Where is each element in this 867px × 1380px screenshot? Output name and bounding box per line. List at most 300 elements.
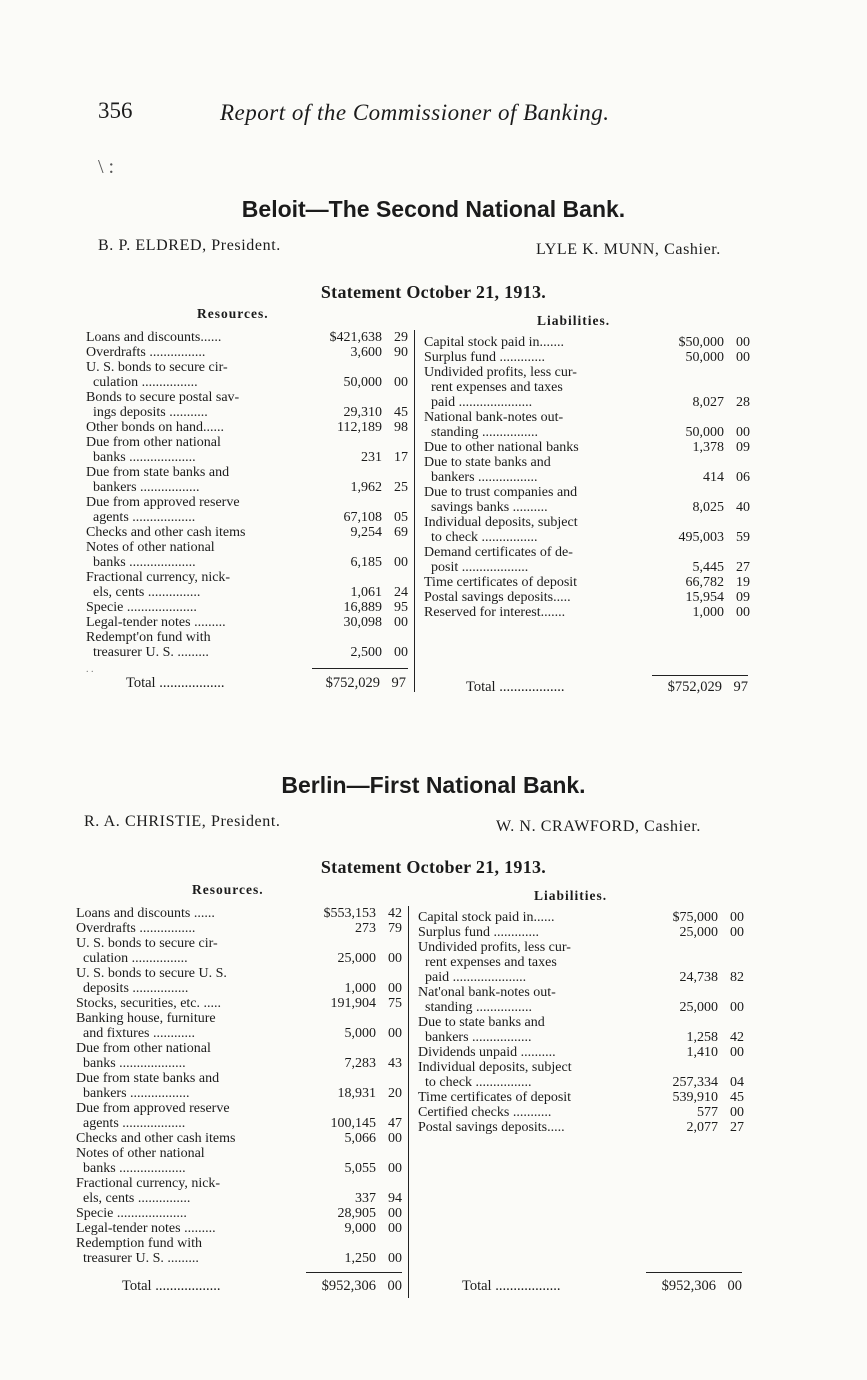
line-label: Nat'onal bank-notes out- — [418, 985, 556, 1000]
line-label: to check ................ — [424, 530, 538, 545]
line-amount: 29,310 — [343, 405, 382, 420]
line-amount: 1,378 — [692, 440, 724, 455]
bank-title: Beloit—The Second National Bank. — [241, 196, 626, 222]
line-amount: 2,500 — [350, 645, 382, 660]
line-cents: 09 — [736, 440, 750, 455]
line-label: Stocks, securities, etc. ..... — [76, 996, 222, 1011]
line-cents: 00 — [388, 1161, 402, 1176]
line-amount: $421,638 — [329, 330, 382, 345]
line-label: treasurer U. S. ......... — [86, 645, 209, 660]
ledger-line — [418, 955, 744, 970]
line-label: Due from state banks and — [76, 1071, 220, 1086]
line-label: banks ................... — [76, 1161, 186, 1176]
ledger-line — [418, 1090, 744, 1105]
line-cents: 45 — [730, 1090, 744, 1105]
line-cents: 00 — [394, 645, 408, 660]
line-label: standing ................ — [418, 1000, 532, 1015]
line-cents: 00 — [736, 350, 750, 365]
line-amount: 337 — [355, 1191, 376, 1206]
line-amount: 1,258 — [686, 1030, 718, 1045]
ledger-line — [86, 555, 408, 570]
ledger-line — [418, 1105, 744, 1120]
ledger-line — [76, 1236, 402, 1251]
ledger-line — [86, 495, 408, 510]
line-label: rent expenses and taxes — [418, 955, 557, 970]
line-cents: 00 — [736, 425, 750, 440]
ledger-line — [86, 585, 408, 600]
line-amount: 8,025 — [692, 500, 724, 515]
ledger-line — [86, 360, 408, 375]
total-label: Total .................. — [126, 675, 225, 691]
line-amount: $75,000 — [672, 910, 718, 925]
line-amount: 2,077 — [686, 1120, 718, 1135]
ledger-line — [86, 330, 408, 345]
line-cents: 28 — [736, 395, 750, 410]
line-label: Due to other national banks — [424, 440, 579, 455]
ledger-line — [76, 1206, 402, 1221]
line-amount: 1,410 — [686, 1045, 718, 1060]
line-label: Demand certificates of de- — [424, 545, 573, 560]
line-label: Surplus fund ............. — [424, 350, 545, 365]
ledger-line — [418, 1120, 744, 1135]
ledger-line — [76, 1131, 402, 1146]
ledger-line — [424, 500, 750, 515]
bank-title: Berlin—First National Bank. — [281, 772, 586, 798]
liabilities-table — [418, 910, 744, 1135]
total-rule — [306, 1272, 402, 1273]
line-label: Surplus fund ............. — [418, 925, 539, 940]
line-label: agents .................. — [86, 510, 196, 525]
total-amount: $752,029 — [667, 679, 722, 695]
line-cents: 98 — [394, 420, 408, 435]
line-cents: 05 — [394, 510, 408, 525]
total-rule — [312, 668, 408, 669]
statement-date: Statement October 21, 1913. — [320, 857, 547, 877]
ledger-line — [86, 465, 408, 480]
line-label: Bonds to secure postal sav- — [86, 390, 240, 405]
running-title: Report of the Commissioner of Banking. — [220, 100, 610, 125]
line-amount: 9,000 — [344, 1221, 376, 1236]
line-cents: 04 — [730, 1075, 744, 1090]
total-label: Total .................. — [122, 1278, 221, 1294]
line-amount: 66,782 — [685, 575, 724, 590]
line-label: bankers ................. — [76, 1086, 190, 1101]
line-label: Specie .................... — [86, 600, 197, 615]
line-label: Redemption fund with — [76, 1236, 202, 1251]
ledger-line — [76, 1056, 402, 1071]
ledger-line — [418, 925, 744, 940]
line-amount: 257,334 — [672, 1075, 718, 1090]
line-label: Checks and other cash items — [76, 1131, 236, 1146]
ledger-line — [86, 630, 408, 645]
ledger-line — [76, 1176, 402, 1191]
line-label: rent expenses and taxes — [424, 380, 563, 395]
ledger-line — [418, 985, 744, 1000]
ledger-line — [76, 921, 402, 936]
ledger-line — [76, 951, 402, 966]
line-label: Dividends unpaid .......... — [418, 1045, 556, 1060]
ledger-line — [424, 410, 750, 425]
liabilities-table — [424, 335, 750, 620]
ledger-line — [418, 1045, 744, 1060]
line-label: culation ................ — [86, 375, 198, 390]
ledger-line — [424, 455, 750, 470]
ledger-line — [86, 600, 408, 615]
line-cents: 42 — [730, 1030, 744, 1045]
ledger-line — [86, 615, 408, 630]
line-amount: 25,000 — [679, 925, 718, 940]
line-cents: 95 — [394, 600, 408, 615]
ledger-line — [86, 420, 408, 435]
line-amount: 18,931 — [337, 1086, 376, 1101]
line-cents: 40 — [736, 500, 750, 515]
line-amount: 1,000 — [692, 605, 724, 620]
line-cents: 00 — [388, 951, 402, 966]
line-cents: 00 — [388, 1251, 402, 1266]
line-label: National bank-notes out- — [424, 410, 564, 425]
total-cents: 00 — [387, 1278, 402, 1294]
line-cents: 25 — [394, 480, 408, 495]
ledger-line — [76, 1221, 402, 1236]
line-amount: 5,055 — [344, 1161, 376, 1176]
line-cents: 00 — [394, 615, 408, 630]
ledger-line — [86, 570, 408, 585]
line-label: paid ..................... — [418, 970, 527, 985]
line-amount: 100,145 — [330, 1116, 376, 1131]
line-amount: 495,003 — [678, 530, 724, 545]
ledger-line — [418, 1030, 744, 1045]
line-label: Postal savings deposits..... — [418, 1120, 565, 1135]
cashier-name: W. N. CRAWFORD, Cashier. — [496, 818, 701, 835]
line-amount: 8,027 — [692, 395, 724, 410]
ledger-line — [424, 575, 750, 590]
line-label: Undivided profits, less cur- — [424, 365, 577, 380]
line-cents: 00 — [730, 925, 744, 940]
line-cents: 00 — [730, 1000, 744, 1015]
line-label: Banking house, furniture — [76, 1011, 216, 1026]
line-cents: 75 — [388, 996, 402, 1011]
line-cents: 00 — [394, 555, 408, 570]
line-label: Due to state banks and — [424, 455, 551, 470]
line-label: Legal-tender notes ......... — [86, 615, 226, 630]
ledger-line — [418, 1015, 744, 1030]
ledger-line — [86, 405, 408, 420]
ledger-line — [424, 440, 750, 455]
line-amount: 191,904 — [330, 996, 376, 1011]
ledger-line — [76, 996, 402, 1011]
ledger-line — [86, 540, 408, 555]
line-label: Notes of other national — [76, 1146, 205, 1161]
stray-mark: . . — [86, 664, 94, 675]
line-amount: 539,910 — [672, 1090, 718, 1105]
line-cents: 20 — [388, 1086, 402, 1101]
line-label: Capital stock paid in....... — [424, 335, 564, 350]
resources-heading: Resources. — [192, 882, 264, 897]
ledger-line — [418, 970, 744, 985]
resources-heading: Resources. — [197, 306, 269, 321]
line-label: Certified checks ........... — [418, 1105, 552, 1120]
total-amount: $752,029 — [325, 675, 380, 691]
resources-table — [76, 906, 402, 1266]
line-label: Overdrafts ................ — [86, 345, 206, 360]
line-label: Legal-tender notes ......... — [76, 1221, 216, 1236]
line-label: banks ................... — [86, 450, 196, 465]
line-cents: 17 — [394, 450, 408, 465]
ledger-line — [76, 1251, 402, 1266]
line-label: Time certificates of deposit — [424, 575, 578, 590]
line-cents: 27 — [736, 560, 750, 575]
ledger-line — [86, 645, 408, 660]
line-amount: 6,185 — [350, 555, 382, 570]
ledger-line — [424, 590, 750, 605]
line-amount: $50,000 — [678, 335, 724, 350]
line-label: Postal savings deposits..... — [424, 590, 571, 605]
ledger-line — [424, 545, 750, 560]
line-amount: 5,445 — [692, 560, 724, 575]
line-amount: 3,600 — [350, 345, 382, 360]
line-cents: 09 — [736, 590, 750, 605]
line-cents: 00 — [736, 605, 750, 620]
line-cents: 00 — [388, 1131, 402, 1146]
line-label: Reserved for interest....... — [424, 605, 566, 620]
line-cents: 19 — [736, 575, 750, 590]
statement-date: Statement October 21, 1913. — [320, 282, 547, 302]
line-label: savings banks .......... — [424, 500, 548, 515]
liabilities-total — [466, 679, 748, 696]
line-amount: 50,000 — [685, 425, 724, 440]
line-label: Individual deposits, subject — [424, 515, 578, 530]
line-label: Fractional currency, nick- — [76, 1176, 221, 1191]
ledger-line — [86, 375, 408, 390]
ledger-line — [86, 435, 408, 450]
line-cents: 43 — [388, 1056, 402, 1071]
line-label: Redempt'on fund with — [86, 630, 211, 645]
line-label: Due to state banks and — [418, 1015, 545, 1030]
ledger-line — [424, 380, 750, 395]
line-amount: 30,098 — [343, 615, 382, 630]
line-cents: 94 — [388, 1191, 402, 1206]
line-label: els, cents ............... — [76, 1191, 191, 1206]
ledger-line — [86, 345, 408, 360]
total-label: Total .................. — [466, 679, 565, 695]
line-cents: 59 — [736, 530, 750, 545]
line-cents: 00 — [736, 335, 750, 350]
total-cents: 97 — [733, 679, 748, 695]
line-amount: 1,000 — [344, 981, 376, 996]
line-label: Notes of other national — [86, 540, 215, 555]
ledger-line — [424, 395, 750, 410]
line-label: Time certificates of deposit — [418, 1090, 572, 1105]
line-amount: 50,000 — [685, 350, 724, 365]
line-amount: 5,066 — [344, 1131, 376, 1146]
ledger-line — [76, 966, 402, 981]
column-divider — [414, 330, 415, 692]
liabilities-heading: Liabilities. — [534, 888, 608, 903]
ledger-line — [76, 936, 402, 951]
line-amount: 25,000 — [337, 951, 376, 966]
line-amount: 25,000 — [679, 1000, 718, 1015]
line-cents: 00 — [388, 1026, 402, 1041]
total-cents: 97 — [391, 675, 406, 691]
line-cents: 82 — [730, 970, 744, 985]
total-cents: 00 — [727, 1278, 742, 1294]
line-label: Due to trust companies and — [424, 485, 578, 500]
line-amount: 1,962 — [350, 480, 382, 495]
ledger-line — [76, 1161, 402, 1176]
resources-total — [126, 675, 406, 692]
line-amount: 5,000 — [344, 1026, 376, 1041]
ledger-line — [76, 1101, 402, 1116]
ledger-line — [424, 365, 750, 380]
line-amount: 24,738 — [679, 970, 718, 985]
ledger-line — [86, 510, 408, 525]
line-amount: 231 — [361, 450, 382, 465]
line-label: banks ................... — [86, 555, 196, 570]
ledger-line — [76, 981, 402, 996]
line-label: bankers ................. — [86, 480, 200, 495]
line-cents: 69 — [394, 525, 408, 540]
line-amount: 273 — [355, 921, 376, 936]
line-label: bankers ................. — [424, 470, 538, 485]
line-amount: 15,954 — [685, 590, 724, 605]
line-cents: 00 — [388, 1221, 402, 1236]
line-cents: 29 — [394, 330, 408, 345]
line-label: Due from approved reserve — [76, 1101, 230, 1116]
line-cents: 79 — [388, 921, 402, 936]
line-label: agents .................. — [76, 1116, 186, 1131]
line-label: standing ................ — [424, 425, 538, 440]
ledger-line — [76, 906, 402, 921]
line-label: deposits ................ — [76, 981, 189, 996]
ledger-line — [418, 940, 744, 955]
total-label: Total .................. — [462, 1278, 561, 1294]
ledger-line — [418, 1000, 744, 1015]
line-label: culation ................ — [76, 951, 188, 966]
ledger-line — [76, 1116, 402, 1131]
ledger-line — [86, 480, 408, 495]
ledger-line — [418, 1060, 744, 1075]
line-label: paid ..................... — [424, 395, 533, 410]
ledger-line — [86, 390, 408, 405]
line-amount: 67,108 — [343, 510, 382, 525]
liabilities-total — [462, 1278, 742, 1295]
line-label: Fractional currency, nick- — [86, 570, 231, 585]
line-label: U. S. bonds to secure cir- — [86, 360, 228, 375]
ledger-line — [424, 530, 750, 545]
line-amount: 16,889 — [343, 600, 382, 615]
line-cents: 42 — [388, 906, 402, 921]
line-label: Capital stock paid in...... — [418, 910, 555, 925]
line-cents: 00 — [730, 910, 744, 925]
ledger-line — [424, 515, 750, 530]
line-cents: 45 — [394, 405, 408, 420]
line-cents: 00 — [388, 1206, 402, 1221]
line-label: Due from state banks and — [86, 465, 230, 480]
line-amount: 9,254 — [350, 525, 382, 540]
liabilities-heading: Liabilities. — [537, 313, 611, 328]
line-label: Undivided profits, less cur- — [418, 940, 571, 955]
line-label: treasurer U. S. ......... — [76, 1251, 199, 1266]
column-divider — [408, 906, 409, 1298]
line-amount: 1,061 — [350, 585, 382, 600]
line-label: Loans and discounts ...... — [76, 906, 215, 921]
ledger-line — [76, 1026, 402, 1041]
line-label: Due from approved reserve — [86, 495, 240, 510]
line-label: Specie .................... — [76, 1206, 187, 1221]
line-cents: 00 — [730, 1045, 744, 1060]
line-label: Checks and other cash items — [86, 525, 246, 540]
line-amount: 50,000 — [343, 375, 382, 390]
resources-table — [86, 330, 408, 660]
line-cents: 00 — [730, 1105, 744, 1120]
line-amount: 577 — [697, 1105, 718, 1120]
total-rule — [652, 675, 748, 676]
line-label: U. S. bonds to secure U. S. — [76, 966, 227, 981]
line-amount: $553,153 — [323, 906, 376, 921]
line-label: els, cents ............... — [86, 585, 201, 600]
ledger-line — [76, 1041, 402, 1056]
line-cents: 00 — [394, 375, 408, 390]
ledger-line — [86, 450, 408, 465]
line-cents: 90 — [394, 345, 408, 360]
line-label: ings deposits ........... — [86, 405, 208, 420]
ledger-line — [76, 1146, 402, 1161]
line-amount: 414 — [703, 470, 724, 485]
line-amount: 28,905 — [337, 1206, 376, 1221]
line-amount: 7,283 — [344, 1056, 376, 1071]
total-amount: $952,306 — [321, 1278, 376, 1294]
president-name: B. P. ELDRED, President. — [98, 237, 281, 254]
ledger-line — [76, 1086, 402, 1101]
line-label: to check ................ — [418, 1075, 532, 1090]
line-label: U. S. bonds to secure cir- — [76, 936, 218, 951]
line-label: and fixtures ............ — [76, 1026, 195, 1041]
total-amount: $952,306 — [661, 1278, 716, 1294]
ledger-line — [424, 335, 750, 350]
president-name: R. A. CHRISTIE, President. — [84, 813, 281, 830]
page-number: 356 — [98, 98, 133, 123]
ledger-line — [76, 1011, 402, 1026]
ledger-line — [76, 1191, 402, 1206]
line-label: banks ................... — [76, 1056, 186, 1071]
margin-mark: \ : — [98, 156, 115, 178]
line-label: posit ................... — [424, 560, 529, 575]
line-label: Overdrafts ................ — [76, 921, 196, 936]
ledger-line — [76, 1071, 402, 1086]
line-label: Due from other national — [86, 435, 221, 450]
ledger-line — [418, 1075, 744, 1090]
line-label: Individual deposits, subject — [418, 1060, 572, 1075]
line-amount: 1,250 — [344, 1251, 376, 1266]
ledger-line — [424, 470, 750, 485]
line-cents: 00 — [388, 981, 402, 996]
ledger-line — [424, 560, 750, 575]
ledger-line — [418, 910, 744, 925]
line-label: bankers ................. — [418, 1030, 532, 1045]
resources-total — [122, 1278, 402, 1295]
line-label: Other bonds on hand...... — [86, 420, 225, 435]
line-cents: 06 — [736, 470, 750, 485]
total-rule — [646, 1272, 742, 1273]
cashier-name: LYLE K. MUNN, Cashier. — [536, 241, 721, 258]
ledger-line — [424, 350, 750, 365]
line-label: Loans and discounts...... — [86, 330, 222, 345]
line-cents: 24 — [394, 585, 408, 600]
ledger-line — [424, 425, 750, 440]
ledger-line — [424, 605, 750, 620]
ledger-line — [86, 525, 408, 540]
line-cents: 47 — [388, 1116, 402, 1131]
